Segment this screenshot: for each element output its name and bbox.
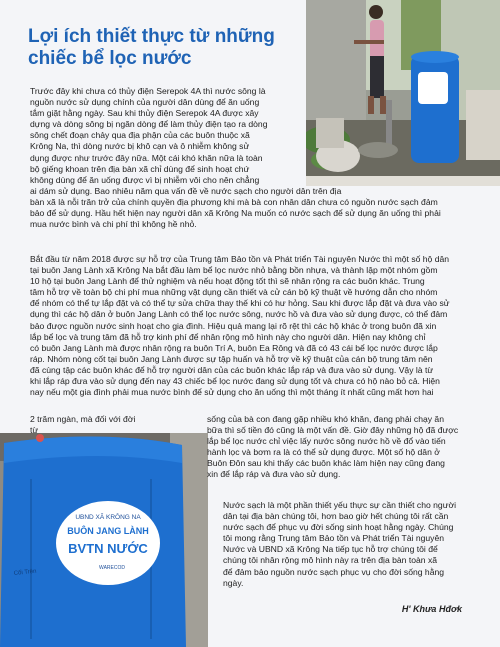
tank-scribble: Cối Trên (13, 568, 37, 577)
text-line: nguồn nước sử dụng chính của người dân dùng để ăn uống (30, 97, 260, 108)
text-line: dân tại địa bàn chúng tôi, hơn bao giờ hết chúng tôi rất cần (223, 511, 449, 522)
text-line: nay nếu một gia đình phải mua nước bình để sử dụng cho ăn uống thì một tháng ít nhất cũng mất hơn hai (30, 387, 434, 398)
text-line: 2 trăm ngàn, mà đối với đời (30, 414, 136, 424)
article-title: Lợi ích thiết thực từ những chiếc bể lọc nước (28, 26, 275, 69)
text-line: bàn xã là nỗi trăn trở của chính quyền địa phương khi mà bà con nhân dân chưa có nguồn nước sạch đảm (30, 197, 438, 207)
text-line: bảo để sử dụng. Hầu hết hiện nay người dân xã Krông Na muốn có nước sạch để sử dụng ăn uống thì phải (30, 208, 441, 219)
paragraph-3 (223, 500, 469, 589)
paragraph-2-left-fragment (30, 414, 190, 436)
text-line: tắm giặt hằng ngày. Sau khi thủy điện Serepok 4A được xây (30, 108, 259, 119)
text-line: bộ giếng khoan trên địa bàn xã chỉ dùng để sinh hoạt chứ (30, 163, 250, 174)
paragraph-2 (30, 254, 472, 398)
text-line: lắp bể lọc và trung tâm đã hỗ trợ kinh phí để nhân rộng mô hình này cho người dân. Hiện nay không chỉ (30, 331, 426, 342)
text-line: Buôn Đôn sau khi thấy các buôn khác làm hiện nay cũng đang (207, 458, 445, 469)
tank-label-line-2: BUÔN JANG LÀNH (67, 526, 149, 536)
text-line: hành lọc và bơm ra là có thể sử dụng được. Một số hộ dân ở (207, 447, 440, 458)
text-line: dụng thì các hộ dân ở buôn Jang Lành có thể lọc nước sông, nước hồ và đưa vào sử dụng được, có thể đảm (30, 309, 448, 320)
text-line: nước sạch để phục vụ đời sống sinh hoạt hằng ngày. Chúng (223, 522, 454, 533)
text-line: mua nước bình và chi phí thì không hề nhỏ. (30, 219, 197, 230)
author-signature: H' Khưa Hđơk (401, 604, 462, 614)
text-line: Bắt đầu từ năm 2018 được sự hỗ trợ của Trung tâm Bảo tồn và Phát triển Tài nguyên Nước thì một số hộ dân (30, 254, 450, 264)
text-line: xin để lắp ráp và đưa vào sử dụng. (207, 469, 341, 480)
text-line: không dùng để ăn uống được vì bị nhiễm vôi cho nên chẳng (30, 174, 260, 185)
paragraph-1-narrow (30, 86, 342, 197)
text-line: dựng và dòng sông bị ngăn dòng để làm thủy điện tạo ra dòng (30, 119, 268, 130)
text-line: ngày. (223, 577, 244, 588)
text-line: Nước và UBND xã Krông Na tiếp tục hỗ trợ chúng tôi để (223, 544, 438, 555)
text-line: tại buôn Jang Lành xã Krông Na bắt đầu làm bể lọc nước nhỏ bằng bồn nhựa, và thành lập một nhóm gồm (30, 265, 438, 276)
text-line: để đảm bảo nguồn nước sạch phục vụ cho đời sống hằng (223, 566, 445, 577)
tank-label-line-4: WARECOD (99, 565, 125, 571)
paragraph-2-right (207, 414, 469, 481)
text-line: chúng tôi nhân rộng mô hình này ra trên địa bàn toàn xã (223, 555, 438, 566)
text-line: Krông Na, thì dòng nước bị khô cạn và ô nhiễm không sử (30, 141, 250, 152)
text-line: Nước sạch là một phần thiết yếu thực sự cần thiết cho người (223, 500, 457, 510)
text-line: ráp. Nhóm nòng cốt tại buôn Jang Lành được sự tập huấn và hỗ trợ về kỹ thuật của cán bộ trung tâm nên (30, 353, 433, 364)
text-line: bữa thì số tiền đó cũng là một vấn đề. Giờ đây những hộ đã được (207, 425, 459, 436)
text-line: có buôn Jang Lành mà được nhân rộng ra buôn Trí A, buôn Ea Rông và đã có 43 cái bể lọc nước được lắp (30, 342, 438, 353)
tank-label-line-1: UBND XÃ KRÔNG NA (75, 514, 141, 521)
text-line: đã cùng tập các buôn khác để hỗ trợ người dân của các buôn khác lắp ráp và đưa vào sử dụng. Vậy là từ (30, 364, 434, 375)
text-line: để nhóm có thể tự lắp đặt và có thể tự sửa chữa thay thế khi có hư hỏng. Sau khi được lắp đặt và đưa vào sử (30, 298, 450, 309)
text-line: sông chết đoạn chảy qua địa phận của các buôn thuộc xã (30, 130, 250, 141)
photo-woman-water-tank (306, 0, 500, 186)
photo-blue-filter-tank (0, 433, 208, 647)
text-line: khi lắp ráp đưa vào sử dụng đến nay 43 chiếc bể lọc nước đang sử dụng tốt và chưa có hộ nào bỏ cả. Hiện (30, 376, 440, 387)
text-line: Trước đây khi chưa có thủy điện Serepok 4A thì nước sông là (30, 86, 266, 96)
text-line: 10 hộ tại buôn Jang Lành để thử nghiệm và nếu hoạt động tốt thì sẽ nhân rộng ra các buôn khác. Trung (30, 276, 425, 287)
tank-label-line-3: BVTN NƯỚC (68, 541, 148, 556)
text-line: bảo được nguồn nước sinh hoạt cho gia đình. Hiệu quả mang lại rõ rệt thì các hộ khác ở trong buôn đã xin (30, 320, 437, 331)
text-line: tôi mong rằng Trung tâm Bảo tồn và Phát triển Tài nguyên (223, 533, 445, 544)
text-line: từ (30, 425, 39, 436)
paragraph-1-full (30, 197, 472, 230)
text-line: dụng được như trước đây nữa. Một cái khó khăn nữa là toàn (30, 152, 263, 163)
text-line: tâm hỗ trợ về toàn bộ chi phí mua những vật dụng cần thiết và cử cán bộ kỹ thuật về hướng dẫn cho nhóm (30, 287, 438, 298)
text-line: lắp bể lọc nước chỉ việc lấy nước sông nước hồ về đổ vào tiến (207, 436, 446, 447)
text-line: ai dám sử dụng. Bao nhiêu năm qua vấn đề về nước sạch cho người dân trên địa (30, 185, 342, 196)
text-line: sống của bà con đang gặp nhiều khó khăn, đang phải chạy ăn (207, 414, 444, 424)
